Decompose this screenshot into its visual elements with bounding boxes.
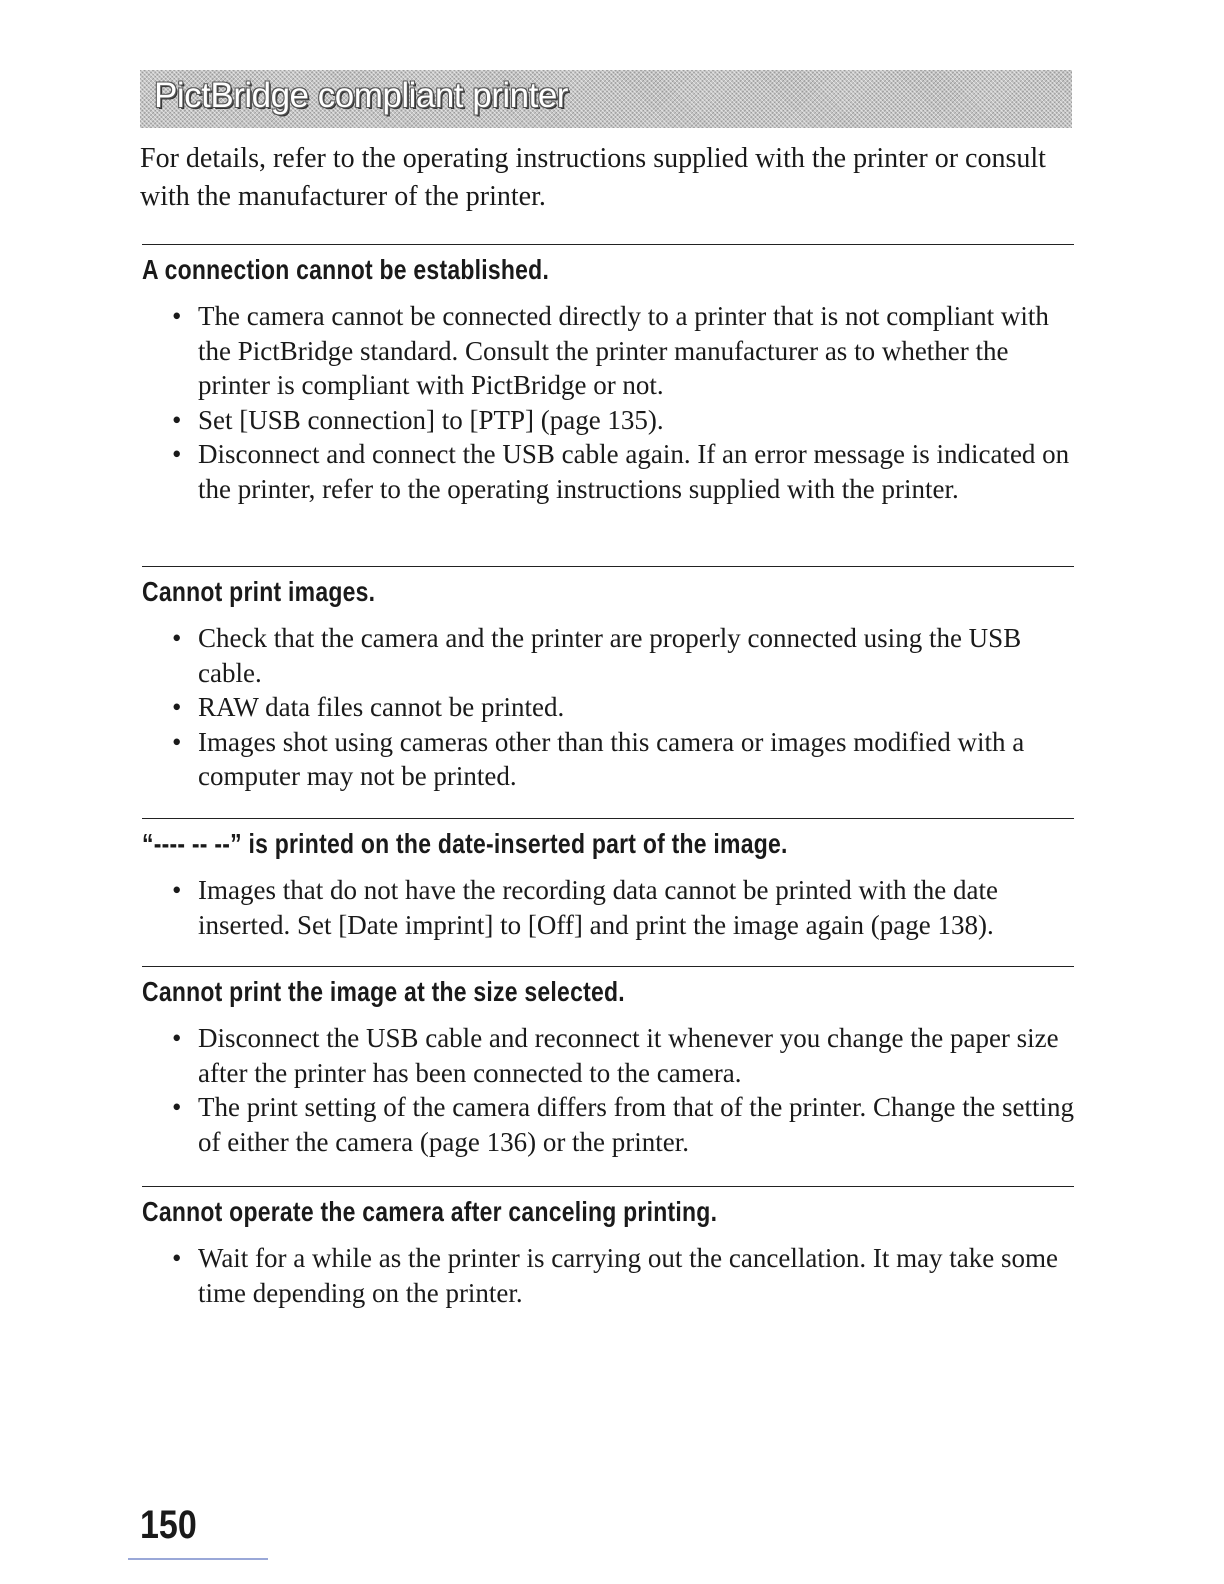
list-item-text: RAW data files cannot be printed. <box>198 692 565 722</box>
bullet-icon: • <box>172 1023 182 1053</box>
trouble-section-connection <box>142 244 1074 506</box>
section-heading: A connection cannot be established. <box>142 254 550 285</box>
list-item <box>142 403 1074 438</box>
section-heading: “---- -- --” is printed on the date-inserted part of the image. <box>142 828 788 859</box>
list-item-text: Set [USB connection] to [PTP] (page 135). <box>198 404 664 435</box>
bullet-list <box>142 621 1074 794</box>
bullet-list <box>142 873 1074 942</box>
section-divider <box>142 1186 1074 1187</box>
section-heading: Cannot print images. <box>142 576 376 607</box>
page-number: 150 <box>140 1503 197 1547</box>
bullet-icon: • <box>172 726 182 757</box>
bullet-list <box>142 299 1074 506</box>
trouble-section-cannot-print <box>142 566 1074 794</box>
list-item-text: Images shot using cameras other than this camera or images modified with a computer may not be printed. <box>198 726 1025 791</box>
list-item-text: Images that do not have the recording data cannot be printed with the date inserted. Set [Date imprint] to [Off] and print the image again (page 138). <box>198 875 998 940</box>
intro-paragraph: For details, refer to the operating instructions supplied with the printer or consult with the manufacturer of the printer. <box>140 143 1046 212</box>
list-item-text: Wait for a while as the printer is carrying out the cancellation. It may take some time depending on the printer. <box>198 1243 1059 1308</box>
section-heading: Cannot print the image at the size selected. <box>142 976 625 1007</box>
bullet-list <box>142 1021 1074 1159</box>
bullet-icon: • <box>172 875 182 905</box>
list-item <box>142 621 1074 690</box>
list-item <box>142 1021 1074 1090</box>
trouble-section-cancel-printing <box>142 1186 1074 1310</box>
list-item-text: The camera cannot be connected directly to a printer that is not compliant with the PictBridge standard. Consult the printer manufacturer as to whether the printer is compliant with PictBridge or not. <box>198 301 1049 400</box>
trouble-section-date-inserted <box>142 818 1074 942</box>
bullet-icon: • <box>172 404 182 435</box>
bullet-icon: • <box>172 301 182 331</box>
list-item-text: Disconnect and connect the USB cable again. If an error message is indicated on the printer, refer to the operating instructions supplied with the printer. <box>198 439 1070 504</box>
list-item <box>142 1241 1074 1310</box>
section-divider <box>142 966 1074 967</box>
list-item <box>142 690 1074 725</box>
section-divider <box>142 566 1074 567</box>
section-divider <box>142 818 1074 819</box>
list-item <box>142 437 1074 506</box>
banner-title: PictBridge compliant printer <box>154 76 568 115</box>
bullet-list <box>142 1241 1074 1310</box>
bullet-icon: • <box>172 692 182 722</box>
list-item <box>142 725 1074 794</box>
list-item-text: Check that the camera and the printer are properly connected using the USB cable. <box>198 623 1022 688</box>
section-divider <box>142 244 1074 245</box>
list-item <box>142 1090 1074 1159</box>
bullet-icon: • <box>172 1243 182 1273</box>
bullet-icon: • <box>172 623 182 653</box>
section-heading: Cannot operate the camera after canceling printing. <box>142 1196 718 1227</box>
list-item-text: Disconnect the USB cable and reconnect it whenever you change the paper size after the printer has been connected to the camera. <box>198 1023 1059 1088</box>
trouble-section-size-selected <box>142 966 1074 1159</box>
page-number-underline <box>128 1558 268 1560</box>
list-item <box>142 299 1074 403</box>
section-banner <box>140 70 1072 128</box>
list-item <box>142 873 1074 942</box>
bullet-icon: • <box>172 1092 182 1122</box>
bullet-icon: • <box>172 439 182 469</box>
list-item-text: The print setting of the camera differs from that of the printer. Change the setting of either the camera (page 136) or the printer. <box>198 1092 1074 1157</box>
